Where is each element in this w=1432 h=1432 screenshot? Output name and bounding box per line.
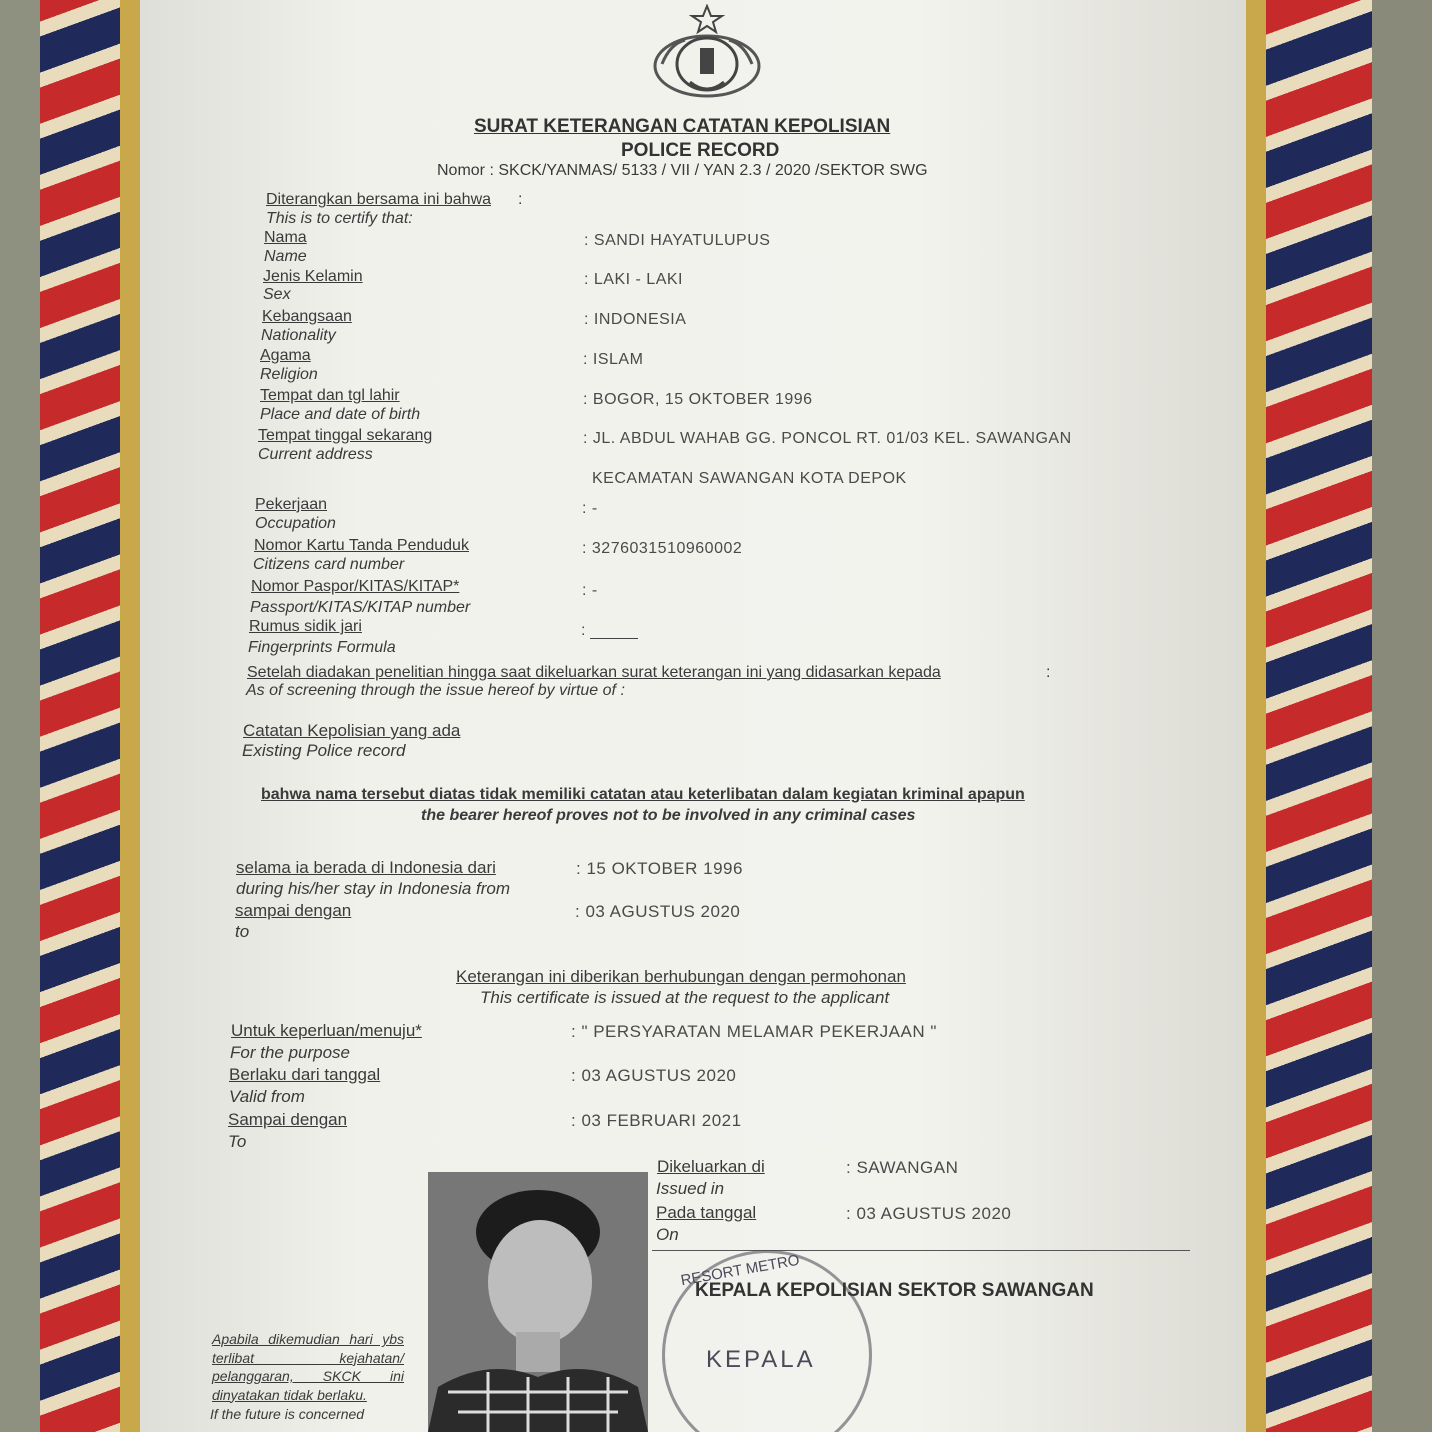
police-emblem-icon	[650, 4, 764, 100]
stay-from-label: selama ia berada di Indonesia dari	[236, 858, 496, 877]
field-occupation-label: Pekerjaan	[255, 496, 328, 513]
record-label: Catatan Kepolisian yang ada	[243, 721, 461, 740]
intro-label-en: This is to certify that:	[266, 210, 413, 227]
valid-from-label: Berlaku dari tanggal	[229, 1065, 381, 1084]
valid-until-label-en: To	[228, 1132, 247, 1151]
applicant-photo	[428, 1172, 648, 1432]
gold-strip-left	[120, 0, 142, 1432]
intro-label: Diterangkan bersama ini bahwa	[266, 191, 492, 208]
airmail-border-right	[1262, 0, 1432, 1432]
signatory-title: KEPALA KEPOLISIAN SEKTOR SAWANGAN	[695, 1280, 1094, 1301]
valid-from-label-en: Valid from	[229, 1087, 305, 1106]
purpose-value: : " PERSYARATAN MELAMAR PEKERJAAN "	[571, 1022, 937, 1041]
clearance-statement: bahwa nama tersebut diatas tidak memiliki catatan atau keterlibatan dalam kegiatan kriminal apapun	[261, 786, 1025, 803]
stay-to-label: sampai dengan	[235, 901, 352, 920]
issued-on-label-en: On	[656, 1225, 679, 1244]
valid-until-value: : 03 FEBRUARI 2021	[571, 1111, 742, 1130]
field-fingerprint-label-en: Fingerprints Formula	[248, 639, 396, 656]
validity-note: Apabila dikemudian hari ybs terlibat kejahatan/ pelanggaran, SKCK ini dinyatakan tidak berlaku.	[212, 1331, 404, 1403]
stamp-middle-text: KEPALA	[706, 1346, 816, 1373]
airmail-border-left	[0, 0, 130, 1432]
screening-colon: :	[1046, 664, 1051, 681]
field-passport-value: : -	[582, 582, 598, 599]
issued-in-label-en: Issued in	[656, 1179, 725, 1198]
field-address-value-line2: KECAMATAN SAWANGAN KOTA DEPOK	[592, 470, 907, 487]
field-birth-label: Tempat dan tgl lahir	[260, 387, 400, 404]
field-sex-label-en: Sex	[263, 286, 291, 303]
issued-on-value: : 03 AGUSTUS 2020	[846, 1204, 1012, 1223]
field-sex-value: : LAKI - LAKI	[584, 271, 683, 288]
field-id-card-value: : 3276031510960002	[582, 540, 743, 557]
field-religion-value: : ISLAM	[583, 351, 644, 368]
field-name-value: : SANDI HAYATULUPUS	[584, 232, 771, 249]
field-nationality-label: Kebangsaan	[262, 308, 352, 325]
purpose-label-en: For the purpose	[230, 1043, 351, 1062]
field-passport-label: Nomor Paspor/KITAS/KITAP*	[251, 578, 460, 595]
field-address-label: Tempat tinggal sekarang	[258, 427, 433, 444]
field-birth-value: : BOGOR, 15 OKTOBER 1996	[583, 391, 813, 408]
validity-note-en: If the future is concerned	[210, 1406, 365, 1422]
document-subtitle: POLICE RECORD	[621, 140, 780, 161]
gold-strip-right	[1244, 0, 1266, 1432]
field-id-card-label-en: Citizens card number	[253, 556, 405, 573]
field-id-card-label: Nomor Kartu Tanda Penduduk	[254, 537, 469, 554]
request-text-en: This certificate is issued at the request to the applicant	[480, 988, 890, 1007]
field-fingerprint-label: Rumus sidik jari	[249, 618, 362, 635]
intro-colon: :	[518, 191, 523, 208]
field-nationality-label-en: Nationality	[261, 327, 336, 344]
field-occupation-value: : -	[582, 500, 598, 517]
purpose-label: Untuk keperluan/menuju*	[231, 1021, 422, 1040]
field-fingerprint-value: :	[581, 622, 586, 639]
document-number: Nomor : SKCK/YANMAS/ 5133 / VII / YAN 2.3 / 2020 /SEKTOR SWG	[437, 162, 928, 179]
stay-from-value: : 15 OKTOBER 1996	[576, 859, 743, 878]
stay-to-value: : 03 AGUSTUS 2020	[575, 902, 741, 921]
signature-divider	[652, 1250, 1190, 1251]
issued-in-label: Dikeluarkan di	[657, 1157, 765, 1176]
stay-from-label-en: during his/her stay in Indonesia from	[236, 879, 511, 898]
applicant-portrait-icon	[428, 1172, 648, 1432]
valid-until-label: Sampai dengan	[228, 1110, 348, 1129]
issued-on-label: Pada tanggal	[656, 1203, 757, 1222]
field-nationality-value: : INDONESIA	[584, 311, 687, 328]
field-sex-label: Jenis Kelamin	[263, 268, 363, 285]
field-name-label: Nama	[264, 229, 307, 246]
screening-text: Setelah diadakan penelitian hingga saat dikeluarkan surat keterangan ini yang didasarkan kepada	[247, 664, 941, 681]
clearance-statement-en: the bearer hereof proves not to be involved in any criminal cases	[421, 807, 916, 824]
field-birth-label-en: Place and date of birth	[260, 406, 421, 423]
field-passport-label-en: Passport/KITAS/KITAP number	[250, 599, 471, 616]
field-address-value: : JL. ABDUL WAHAB GG. PONCOL RT. 01/03 KEL. SAWANGAN	[583, 430, 1072, 447]
stamp-top-text: RESORT METRO	[679, 1251, 801, 1290]
fingerprint-blank-line	[590, 638, 638, 639]
request-text: Keterangan ini diberikan berhubungan dengan permohonan	[456, 967, 906, 986]
field-occupation-label-en: Occupation	[255, 515, 336, 532]
valid-from-value: : 03 AGUSTUS 2020	[571, 1066, 737, 1085]
field-religion-label-en: Religion	[260, 366, 318, 383]
field-name-label-en: Name	[264, 248, 307, 265]
stay-to-label-en: to	[235, 922, 250, 941]
field-address-label-en: Current address	[258, 446, 373, 463]
document-title: SURAT KETERANGAN CATATAN KEPOLISIAN	[474, 116, 891, 137]
screening-text-en: As of screening through the issue hereof by virtue of :	[246, 682, 625, 699]
field-religion-label: Agama	[260, 347, 311, 364]
record-label-en: Existing Police record	[242, 741, 406, 760]
issued-in-value: : SAWANGAN	[846, 1158, 959, 1177]
